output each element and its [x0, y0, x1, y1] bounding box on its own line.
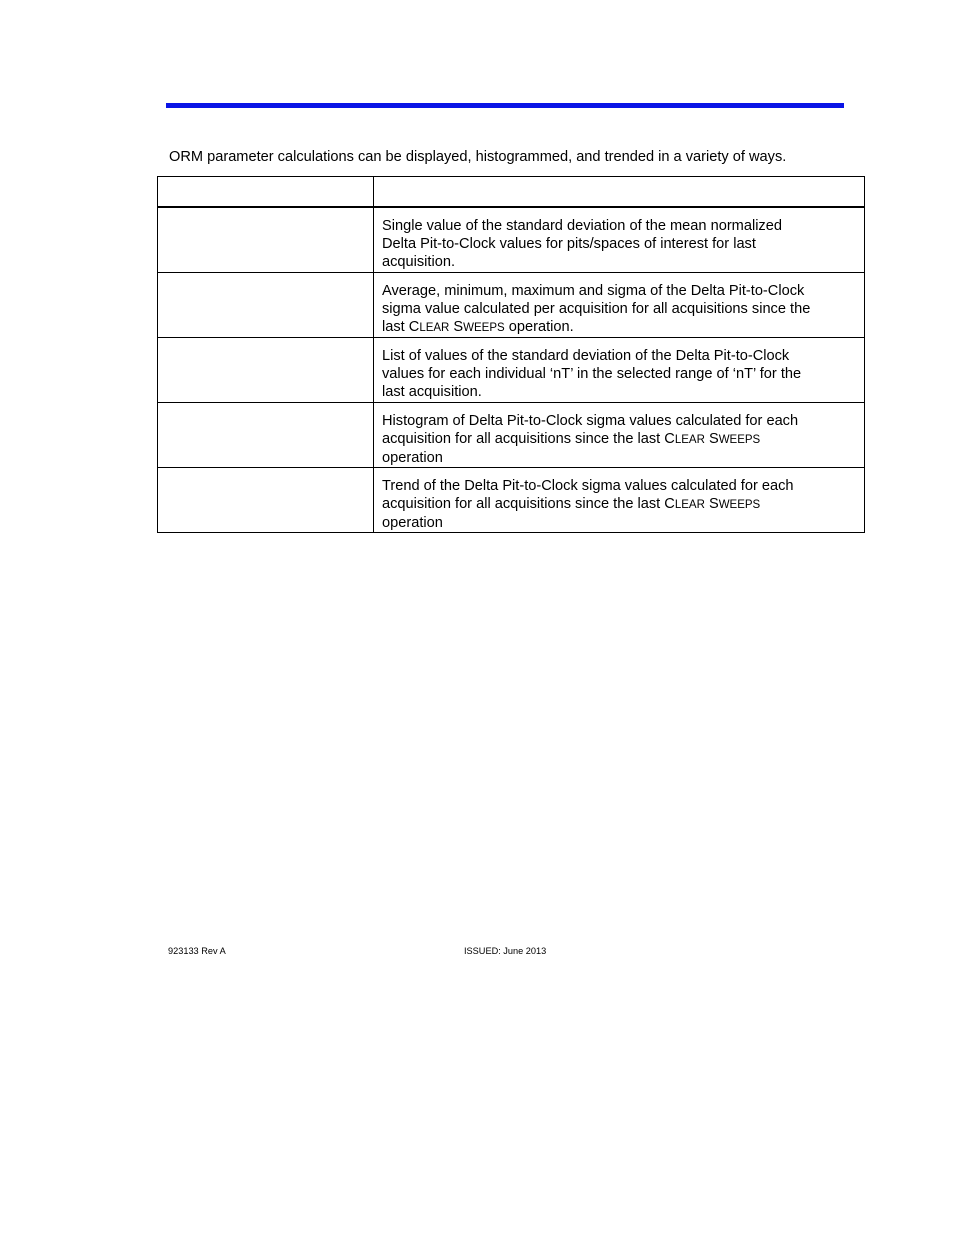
desc-text: last: [382, 319, 409, 335]
small-caps-rest: WEEPS: [463, 322, 505, 334]
small-caps-rest: LEAR: [419, 322, 450, 334]
table-header-row: [158, 177, 865, 208]
row-name-cell: [158, 273, 374, 338]
small-caps-rest: WEEPS: [718, 499, 761, 511]
desc-line: Trend of the Delta Pit-to-Clock sigma values calculated for each: [382, 478, 794, 494]
desc-text: acquisition for all acquisitions since the last: [382, 496, 665, 512]
desc-line: acquisition.: [382, 254, 456, 270]
desc-line: Delta Pit-to-Clock values for pits/spaces of interest for last: [382, 236, 756, 252]
footer-issued-date: ISSUED: June 2013: [464, 946, 547, 956]
small-caps-initial: C: [664, 431, 675, 447]
small-caps-initial: C: [664, 496, 675, 512]
row-description-cell: [374, 338, 865, 403]
desc-line: last acquisition.: [382, 384, 482, 400]
small-caps-initial: C: [408, 319, 420, 335]
desc-line: Histogram of Delta Pit-to-Clock sigma values calculated for each: [382, 413, 799, 429]
row-description-cell: [374, 468, 865, 533]
table-row: [158, 468, 865, 533]
row-description-cell: [374, 207, 865, 273]
desc-line: List of values of the standard deviation of the Delta Pit-to-Clock: [382, 348, 790, 364]
table-row: [158, 338, 865, 403]
row-name-cell: [158, 207, 374, 273]
footer-doc-number: 923133 Rev A: [168, 946, 226, 956]
small-caps-rest: LEAR: [674, 434, 705, 446]
table-row: [158, 207, 865, 273]
desc-line: operation: [382, 515, 443, 531]
row-description-cell: [374, 273, 865, 338]
desc-text: acquisition for all acquisitions since the last: [382, 431, 665, 447]
small-caps-rest: WEEPS: [718, 434, 761, 446]
header-cell-name: [158, 177, 374, 208]
desc-line: values for each individual ‘nT’ in the selected range of ‘nT’ for the: [382, 366, 802, 382]
table-row: [158, 273, 865, 338]
desc-text: operation.: [504, 319, 574, 335]
small-caps-initial: S: [449, 319, 464, 335]
row-name-cell: [158, 403, 374, 468]
desc-line: Single value of the standard deviation of the mean normalized: [382, 218, 782, 234]
parameter-table: [157, 176, 865, 533]
small-caps-initial: S: [704, 431, 719, 447]
small-caps-rest: LEAR: [674, 499, 705, 511]
header-cell-description: [374, 177, 865, 208]
row-name-cell: [158, 468, 374, 533]
desc-line: Average, minimum, maximum and sigma of the Delta Pit-to-Clock: [382, 283, 805, 299]
header-rule: [166, 103, 844, 108]
row-description-cell: [374, 403, 865, 468]
intro-paragraph: ORM parameter calculations can be displayed, histogrammed, and trended in a variety of ways.: [169, 149, 787, 165]
desc-line: operation: [382, 450, 443, 466]
desc-line: sigma value calculated per acquisition for all acquisitions since the: [382, 301, 811, 317]
row-name-cell: [158, 338, 374, 403]
small-caps-initial: S: [704, 496, 719, 512]
table-row: [158, 403, 865, 468]
